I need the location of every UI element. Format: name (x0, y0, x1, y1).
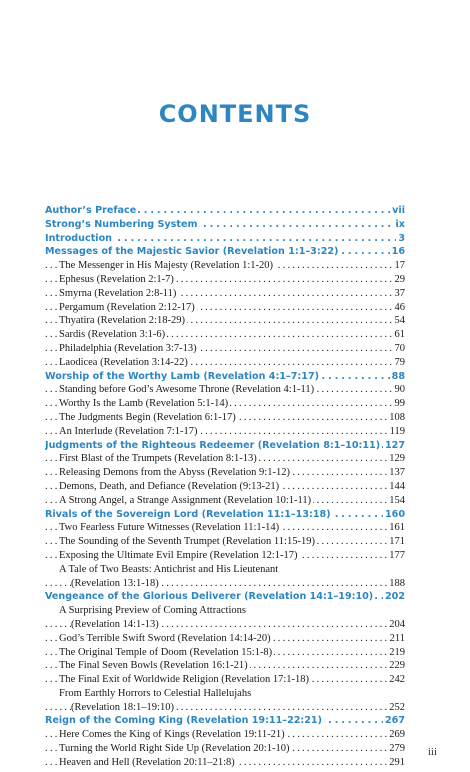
toc-entry (45, 646, 405, 660)
toc-entry-page: 17 (394, 260, 405, 272)
toc-entry-label: A Tale of Two Beasts: Antichrist and His Lieutenant (59, 563, 279, 575)
toc-entry-label: Sardis (Revelation 3:1-6) (59, 329, 166, 341)
toc-entry-label: Turning the World Right Side Up (Revelation 20:1-10) (59, 743, 290, 755)
toc-entry-page: 3 (398, 232, 405, 244)
toc-entry (45, 273, 405, 287)
toc-entry (45, 466, 405, 480)
toc-entry-label: Pergamum (Revelation 2:12-17) (59, 301, 195, 313)
toc-entry-page: 154 (389, 494, 405, 506)
toc-entry-page: 79 (394, 356, 405, 368)
toc-entry (45, 356, 405, 370)
toc-section-entry (45, 204, 405, 218)
toc-section-entry (45, 439, 405, 453)
toc-entry-page: 90 (394, 384, 405, 396)
toc-entry-page: 160 (384, 508, 405, 520)
toc-entry-label: Demons, Death, and Defiance (Revelation (9:13-21) (59, 480, 280, 492)
toc-entry-label: The Judgments Begin (Revelation 6:1-17) (59, 411, 236, 423)
toc-entry-label: Two Fearless Future Witnesses (Revelation 11:1-14) (59, 522, 280, 534)
toc-entry-label: Rivals of the Sovereign Lord (Revelation 11:1–13:18) (45, 508, 331, 520)
toc-entry-label: Heaven and Hell (Revelation 20:11–21:8) (59, 756, 235, 768)
toc-entry-label: The Original Temple of Doom (Revelation 15:1-8) (59, 646, 273, 658)
toc-entry (45, 659, 405, 673)
toc-section-entry (45, 508, 405, 522)
toc-entry (45, 604, 405, 618)
toc-entry (45, 687, 405, 701)
toc-entry-page: 70 (394, 342, 405, 354)
page-folio: iii (427, 746, 437, 758)
toc-entry (45, 383, 405, 397)
toc-entry-page: 229 (389, 660, 405, 672)
toc-entry-page: 204 (389, 618, 405, 630)
toc-entry-label: Introduction (45, 232, 112, 244)
toc-entry-page: 202 (384, 591, 405, 603)
toc-entry (45, 673, 405, 687)
toc-entry-label: The Messenger in His Majesty (Revelation 1:1-20) (59, 260, 274, 272)
toc-entry-label: Releasing Demons from the Abyss (Revelation 9:1-12) (59, 467, 290, 479)
toc-entry-page: 108 (389, 411, 405, 423)
toc-entry-label: (Revelation 18:1–19:10) (71, 701, 174, 713)
toc-entry-page: 291 (389, 756, 405, 768)
toc-entry-label: Ephesus (Revelation 2:1-7) (59, 273, 174, 285)
toc-entry-label: Worship of the Worthy Lamb (Revelation 4:1–7:17) (45, 370, 319, 382)
toc-entry (45, 259, 405, 273)
toc-section-entry (45, 245, 405, 259)
toc-entry-page: 54 (394, 315, 405, 327)
toc-entry (45, 742, 405, 756)
toc-entry-label: God’s Terrible Swift Sword (Revelation 14:14-20) (59, 632, 271, 644)
toc-entry-label: Exposing the Ultimate Evil Empire (Revelation 12:1-17) (59, 549, 298, 561)
toc-entry-page: 188 (389, 577, 405, 589)
toc-entry-label: Vengeance of the Glorious Deliverer (Revelation 14:1–19:10) (45, 591, 374, 603)
toc-entry-label: A Strong Angel, a Strange Assignment (Revelation 10:1-11) (59, 494, 312, 506)
toc-entry (45, 397, 405, 411)
page-title: CONTENTS (158, 100, 312, 128)
toc-section-entry (45, 714, 405, 728)
toc-entry-label: Messages of the Majestic Savior (Revelation 1:1–3:22) (45, 246, 339, 258)
toc-entry-page: ix (395, 218, 405, 230)
toc-entry (45, 328, 405, 342)
toc-entry-page: 37 (394, 287, 405, 299)
toc-entry-page: 171 (389, 536, 405, 548)
toc-entry-page: 129 (389, 453, 405, 465)
toc-entry-label: An Interlude (Revelation 7:1-17) (59, 425, 198, 437)
toc-entry-label: From Earthly Horrors to Celestial Hallelujahs (59, 687, 252, 699)
toc-section-entry (45, 218, 405, 232)
toc-entry-label: A Surprising Preview of Coming Attractions (59, 605, 246, 617)
toc-entry (45, 287, 405, 301)
toc-entry-page: 269 (389, 729, 405, 741)
toc-entry-label: Author’s Preface (45, 205, 137, 216)
table-of-contents (45, 204, 405, 770)
toc-entry (45, 301, 405, 315)
toc-entry-page: 144 (389, 480, 405, 492)
toc-entry (45, 756, 405, 770)
toc-entry-page: 99 (394, 398, 405, 410)
toc-entry (45, 411, 405, 425)
toc-entry-label: Laodicea (Revelation 3:14-22) (59, 356, 188, 368)
toc-entry-page: 137 (389, 467, 405, 479)
toc-entry-label: Standing before God’s Awesome Throne (Revelation 4:1-11) (59, 384, 315, 396)
toc-entry-label: Strong’s Numbering System (45, 218, 198, 230)
toc-entry-label: Reign of the Coming King (Revelation 19:11–22:21) (45, 715, 322, 727)
toc-entry (45, 521, 405, 535)
toc-entry-page: 61 (394, 329, 405, 341)
toc-entry-label: Here Comes the King of Kings (Revelation 19:11-21) (59, 729, 285, 741)
toc-entry (45, 342, 405, 356)
toc-entry-page: vii (392, 205, 405, 216)
toc-entry-label: First Blast of the Trumpets (Revelation 8:1-13) (59, 453, 257, 465)
toc-entry (45, 728, 405, 742)
toc-entry (45, 563, 405, 577)
toc-entry-label: Smyrna (Revelation 2:8-11) (59, 287, 177, 299)
toc-entry-page: 267 (384, 715, 405, 727)
toc-entry-page: 177 (389, 549, 405, 561)
toc-entry (45, 480, 405, 494)
toc-entry-label: Judgments of the Righteous Redeemer (Revelation 8:1–10:11) (45, 439, 381, 451)
toc-entry-page: 88 (391, 370, 405, 382)
toc-section-entry (45, 590, 405, 604)
toc-entry-page: 46 (394, 301, 405, 313)
toc-entry-label: The Final Exit of Worldwide Religion (Revelation 17:1-18) (59, 674, 310, 686)
toc-entry-page: 219 (389, 646, 405, 658)
toc-entry (45, 425, 405, 439)
toc-entry (45, 632, 405, 646)
toc-entry-label: Worthy Is the Lamb (Revelation 5:1-14) (59, 398, 229, 410)
toc-entry-page: 242 (389, 674, 405, 686)
toc-entry (45, 314, 405, 328)
toc-entry-page: 161 (389, 522, 405, 534)
toc-entry-label: The Final Seven Bowls (Revelation 16:1-21) (59, 660, 248, 672)
toc-entry-page: 211 (389, 632, 405, 644)
toc-entry-label: Thyatira (Revelation 2:18-29) (59, 315, 185, 327)
toc-entry (45, 577, 405, 591)
toc-section-entry (45, 232, 405, 246)
toc-entry-page: 252 (389, 701, 405, 713)
toc-entry (45, 618, 405, 632)
toc-entry (45, 494, 405, 508)
toc-entry (45, 549, 405, 563)
toc-entry-page: 119 (389, 425, 405, 437)
toc-entry-page: 16 (391, 246, 405, 258)
toc-entry-label: (Revelation 14:1-13) (71, 618, 159, 630)
toc-entry (45, 535, 405, 549)
toc-entry-label: (Revelation 13:1-18) (71, 577, 159, 589)
toc-entry-label: Philadelphia (Revelation 3:7-13) (59, 342, 197, 354)
toc-entry (45, 452, 405, 466)
toc-entry (45, 701, 405, 715)
toc-section-entry (45, 370, 405, 384)
toc-entry-label: The Sounding of the Seventh Trumpet (Revelation 11:15-19) (59, 536, 315, 548)
toc-entry-page: 29 (394, 273, 405, 285)
toc-entry-page: 279 (389, 743, 405, 755)
toc-entry-page: 127 (384, 439, 405, 451)
